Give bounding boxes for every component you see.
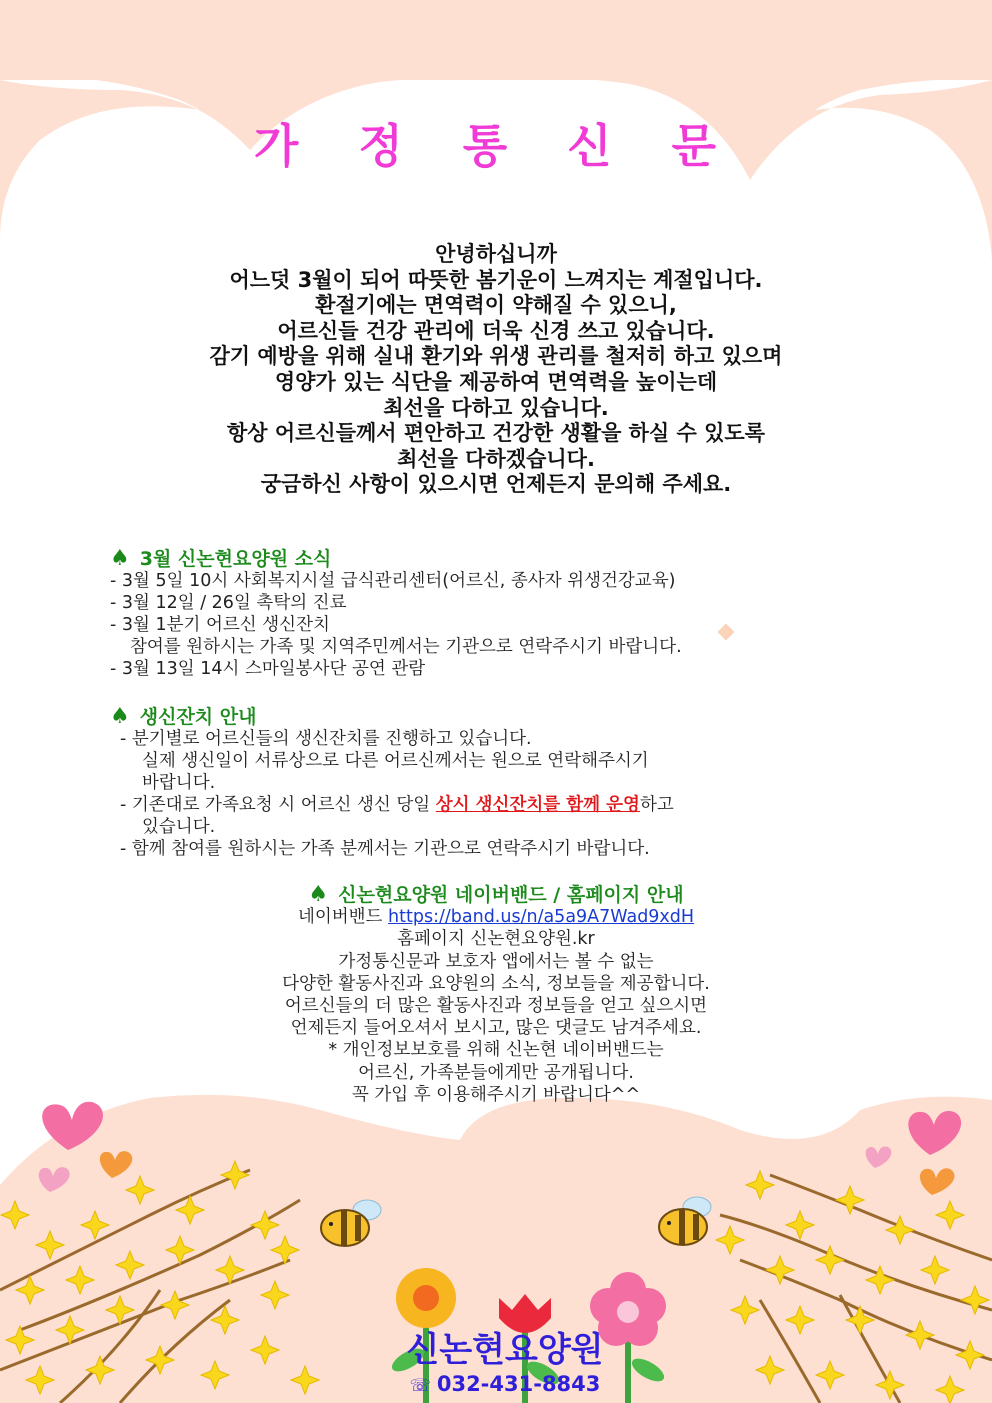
- birthday-heading-text: 생신잔치 안내: [139, 706, 257, 728]
- band-info-line: 어르신, 가족분들에게만 공개됩니다.: [358, 1062, 634, 1083]
- band-link-row: [160, 906, 832, 928]
- news-item: - 3월 12일 / 26일 촉탁의 진료: [110, 593, 347, 613]
- band-info-line: 어르신들의 더 많은 활동사진과 정보들을 얻고 싶으시면: [284, 996, 708, 1017]
- greeting-line: 항상 어르신들께서 편안하고 건강한 생활을 하실 수 있도록: [226, 421, 766, 446]
- band-info-line: 꼭 가입 후 이용해주시기 바랍니다^^: [351, 1084, 641, 1105]
- greeting-line: 안녕하십니까: [435, 242, 557, 266]
- news-item: - 3월 13일 14시 스마일봉사단 공연 관람: [110, 659, 426, 679]
- band-heading: [160, 884, 832, 906]
- greeting-line: 영양가 있는 식단을 제공하여 면역력을 높이는데: [274, 369, 718, 394]
- phone-number: 032-431-8843: [436, 1372, 601, 1396]
- greeting-line: 어느덧 3월이 되어 따뜻한 봄기운이 느껴지는 계절입니다.: [229, 267, 763, 292]
- news-section: [110, 548, 870, 680]
- birthday-text: 하고: [639, 795, 674, 815]
- birthday-item: - 함께 참여를 원하시는 가족 분께서는 기관으로 연락주시기 바랍니다.: [120, 839, 650, 859]
- birthday-item: 실제 생신일이 서류상으로 다른 어르신께서는 원으로 연락해주시기: [142, 751, 649, 771]
- band-info-line: 가정통신문과 보호자 앱에서는 볼 수 없는: [338, 951, 654, 972]
- greeting-line: 어르신들 건강 관리에 더욱 신경 쓰고 있습니다.: [277, 318, 715, 343]
- band-label: 네이버밴드: [297, 907, 383, 928]
- band-info-line: 다양한 활동사진과 요양원의 소식, 정보들을 제공합니다.: [282, 973, 710, 994]
- greeting-message: [100, 242, 892, 498]
- news-item: 참여를 원하시는 가족 및 지역주민께서는 기관으로 연락주시기 바랍니다.: [130, 637, 682, 657]
- greeting-line: 환절기에는 면역력이 약해질 수 있으니,: [315, 293, 677, 318]
- greeting-line: 최선을 다하겠습니다.: [397, 446, 595, 471]
- birthday-item: [110, 794, 870, 816]
- greeting-line: 최선을 다하고 있습니다.: [383, 395, 609, 420]
- page-title: 가 정 통 신 문: [253, 119, 739, 173]
- news-item: - 3월 1분기 어르신 생신잔치: [110, 615, 330, 635]
- band-link[interactable]: https://band.us/n/a5a9A7Wad9xdH: [388, 907, 695, 928]
- birthday-highlight: 상시 생신잔치를 함께 운영: [435, 795, 640, 815]
- news-item: - 3월 5일 10시 사회복지시설 급식관리센터(어르신, 종사자 위생건강교육): [110, 571, 676, 591]
- birthday-item: 바랍니다.: [142, 773, 216, 793]
- facility-phone: [0, 1372, 992, 1396]
- birthday-item: 있습니다.: [142, 817, 216, 837]
- birthday-item: - 분기별로 어르신들의 생신잔치를 진행하고 있습니다.: [120, 729, 532, 749]
- homepage-text: 홈페이지 신논현요양원.kr: [397, 929, 595, 950]
- phone-icon: ☏: [409, 1376, 431, 1396]
- birthday-text: - 기존대로 가족요청 시 어르신 생신 당일: [120, 795, 436, 815]
- greeting-line: 감기 예방을 위해 실내 환기와 위생 관리를 철저히 하고 있으며: [209, 344, 783, 369]
- news-heading: [110, 548, 870, 570]
- news-heading-text: 3월 신논현요양원 소식: [139, 548, 332, 570]
- birthday-heading: [110, 706, 870, 728]
- spade-icon: ♠: [110, 546, 130, 571]
- spade-icon: ♠: [308, 882, 329, 907]
- band-info-line: 언제든지 들어오셔서 보시고, 많은 댓글도 남겨주세요.: [290, 1018, 702, 1039]
- band-info-line: * 개인정보보호를 위해 신논현 네이버밴드는: [328, 1040, 664, 1061]
- greeting-line: 궁금하신 사항이 있으시면 언제든지 문의해 주세요.: [260, 472, 732, 497]
- band-section: [160, 884, 832, 1106]
- birthday-section: [110, 706, 870, 860]
- band-heading-text: 신논현요양원 네이버밴드 / 홈페이지 안내: [338, 884, 684, 906]
- facility-name: 신논현요양원: [406, 1330, 604, 1370]
- spade-icon: ♠: [110, 704, 130, 729]
